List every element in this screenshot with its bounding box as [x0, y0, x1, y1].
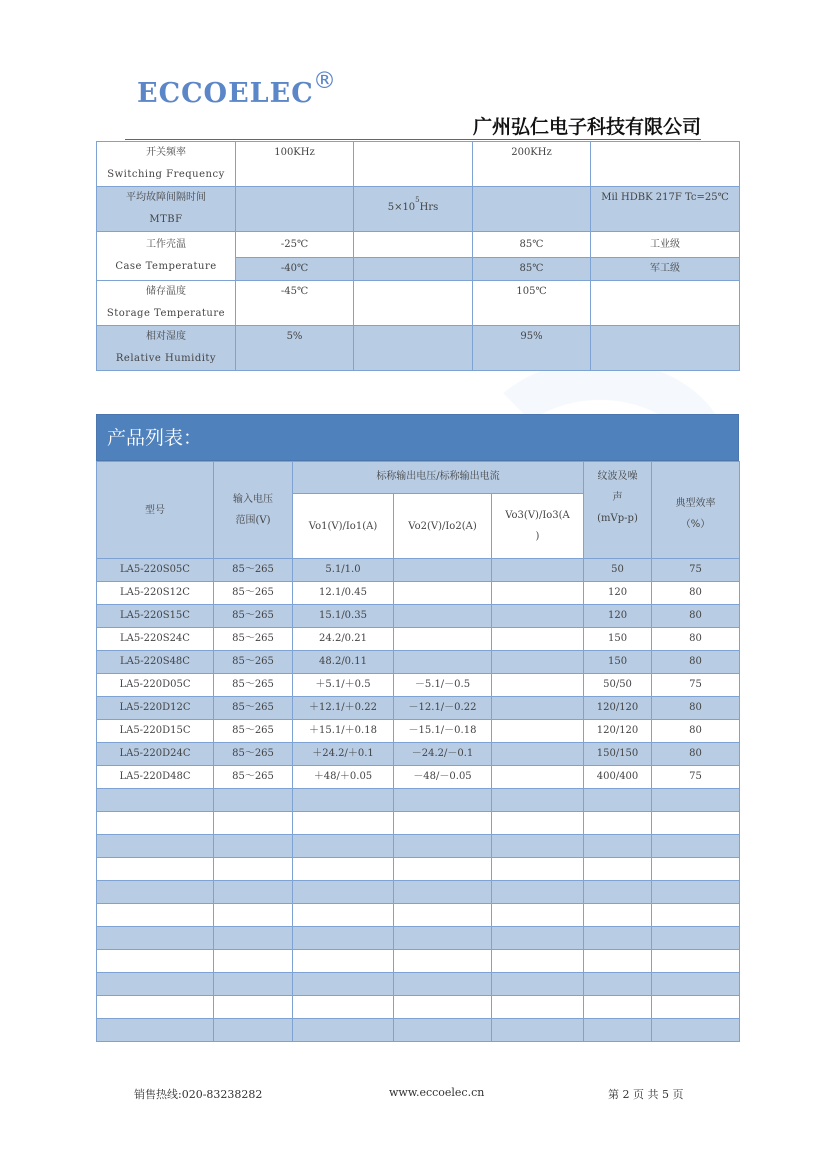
cell-input-range: 85～265: [214, 720, 293, 743]
spec-table: [96, 141, 740, 371]
cell-ripple: [584, 858, 652, 881]
cell-efficiency: 75: [652, 559, 740, 582]
spec-row-case-temperature: [97, 232, 740, 258]
product-row: [97, 927, 740, 950]
footer-hotline: 销售热线:020-83238282: [134, 1088, 263, 1101]
cell-vo1: [293, 973, 394, 996]
cell-model: LA5-220S05C: [97, 559, 214, 582]
cell-vo2: [394, 651, 492, 674]
cell-ripple: [584, 789, 652, 812]
header-vo2: Vo2(V)/Io2(A): [394, 494, 492, 559]
spec-min: 100KHz: [236, 142, 354, 187]
cell-vo1: [293, 789, 394, 812]
cell-ripple: 120: [584, 582, 652, 605]
cell-model: LA5-220S24C: [97, 628, 214, 651]
cell-vo3: [492, 559, 584, 582]
spec-label: 开关频率 Switching Frequency: [97, 142, 236, 187]
spec-max: 85℃: [473, 258, 591, 281]
product-row: [97, 904, 740, 927]
product-header-row: [97, 462, 740, 494]
product-row: [97, 812, 740, 835]
cell-vo2: [394, 812, 492, 835]
cell-model: [97, 1019, 214, 1042]
cell-model: LA5-220S48C: [97, 651, 214, 674]
spec-note: 工业级: [591, 232, 740, 258]
cell-vo1: ＋24.2/＋0.1: [293, 743, 394, 766]
cell-input-range: 85～265: [214, 697, 293, 720]
cell-vo2: [394, 950, 492, 973]
cell-input-range: [214, 858, 293, 881]
cell-ripple: [584, 950, 652, 973]
cell-vo1: [293, 881, 394, 904]
cell-model: [97, 996, 214, 1019]
header-input-range: 输入电压 范围(V): [214, 462, 293, 559]
cell-vo3: [492, 950, 584, 973]
cell-input-range: [214, 789, 293, 812]
cell-model: LA5-220D24C: [97, 743, 214, 766]
cell-vo1: 15.1/0.35: [293, 605, 394, 628]
spec-typ: [354, 281, 473, 326]
cell-efficiency: 80: [652, 651, 740, 674]
header-divider: [125, 139, 701, 140]
cell-efficiency: [652, 904, 740, 927]
spec-row-switching-frequency: [97, 142, 740, 187]
header-vo3: Vo3(V)/Io3(A ): [492, 494, 584, 559]
cell-vo1: [293, 996, 394, 1019]
cell-input-range: [214, 927, 293, 950]
spec-min: -45℃: [236, 281, 354, 326]
cell-input-range: [214, 996, 293, 1019]
cell-input-range: 85～265: [214, 559, 293, 582]
product-row: [97, 582, 740, 605]
cell-efficiency: 80: [652, 582, 740, 605]
spec-min: -40℃: [236, 258, 354, 281]
registered-mark: ®: [313, 68, 336, 94]
cell-vo2: [394, 582, 492, 605]
cell-vo2: －24.2/－0.1: [394, 743, 492, 766]
cell-ripple: [584, 996, 652, 1019]
spec-min: 5%: [236, 326, 354, 371]
cell-efficiency: [652, 973, 740, 996]
cell-vo2: [394, 881, 492, 904]
cell-ripple: [584, 927, 652, 950]
header-model: 型号: [97, 462, 214, 559]
cell-input-range: [214, 835, 293, 858]
cell-efficiency: [652, 881, 740, 904]
cell-efficiency: [652, 858, 740, 881]
cell-ripple: [584, 812, 652, 835]
cell-vo2: [394, 904, 492, 927]
product-table: [96, 461, 740, 1042]
cell-ripple: 50/50: [584, 674, 652, 697]
cell-model: LA5-220S12C: [97, 582, 214, 605]
spec-label: 工作壳温 Case Temperature: [97, 232, 236, 281]
spec-row-storage-temperature: [97, 281, 740, 326]
cell-ripple: 120: [584, 605, 652, 628]
cell-vo3: [492, 766, 584, 789]
spec-typ: [354, 142, 473, 187]
cell-model: LA5-220D15C: [97, 720, 214, 743]
product-row: [97, 789, 740, 812]
cell-vo3: [492, 812, 584, 835]
cell-efficiency: 75: [652, 766, 740, 789]
cell-vo3: [492, 904, 584, 927]
cell-vo1: 5.1/1.0: [293, 559, 394, 582]
product-row: [97, 743, 740, 766]
cell-vo2: [394, 789, 492, 812]
spec-typ: $5\times 10^5Hrs$: [354, 187, 473, 232]
cell-model: LA5-220D12C: [97, 697, 214, 720]
product-row: [97, 835, 740, 858]
cell-vo1: ＋5.1/＋0.5: [293, 674, 394, 697]
product-row: [97, 996, 740, 1019]
cell-vo2: [394, 858, 492, 881]
mtbf-exponent: 5: [415, 196, 420, 204]
cell-vo1: [293, 904, 394, 927]
cell-vo2: －5.1/－0.5: [394, 674, 492, 697]
cell-vo1: ＋48/＋0.05: [293, 766, 394, 789]
cell-input-range: 85～265: [214, 628, 293, 651]
cell-efficiency: [652, 1019, 740, 1042]
cell-vo3: [492, 1019, 584, 1042]
cell-input-range: [214, 1019, 293, 1042]
header-ripple: 纹波及噪 声 (mVp-p): [584, 462, 652, 559]
spec-note: [591, 142, 740, 187]
cell-model: LA5-220S15C: [97, 605, 214, 628]
product-row: [97, 559, 740, 582]
spec-typ: [354, 258, 473, 281]
cell-ripple: 150: [584, 628, 652, 651]
spec-label: 相对湿度 Relative Humidity: [97, 326, 236, 371]
product-row: [97, 697, 740, 720]
product-row: [97, 605, 740, 628]
product-row: [97, 628, 740, 651]
cell-vo3: [492, 881, 584, 904]
cell-vo1: [293, 812, 394, 835]
cell-vo3: [492, 743, 584, 766]
cell-vo1: 48.2/0.11: [293, 651, 394, 674]
footer-page-number: 第 2 页 共 5 页: [608, 1088, 684, 1101]
cell-vo1: ＋12.1/＋0.22: [293, 697, 394, 720]
spec-note: [591, 326, 740, 371]
cell-vo1: [293, 927, 394, 950]
product-rows: [97, 559, 740, 1042]
cell-vo3: [492, 651, 584, 674]
cell-model: [97, 904, 214, 927]
cell-efficiency: [652, 812, 740, 835]
cell-ripple: [584, 1019, 652, 1042]
cell-ripple: [584, 835, 652, 858]
cell-vo2: [394, 973, 492, 996]
cell-input-range: 85～265: [214, 582, 293, 605]
cell-vo3: [492, 973, 584, 996]
cell-model: [97, 858, 214, 881]
cell-efficiency: [652, 835, 740, 858]
cell-input-range: 85～265: [214, 605, 293, 628]
product-row: [97, 950, 740, 973]
cell-vo3: [492, 605, 584, 628]
cell-model: LA5-220D05C: [97, 674, 214, 697]
spec-label: 平均故障间隔时间 MTBF: [97, 187, 236, 232]
cell-vo2: [394, 628, 492, 651]
spec-typ: [354, 326, 473, 371]
cell-efficiency: 80: [652, 697, 740, 720]
spec-row-relative-humidity: [97, 326, 740, 371]
spec-max: 95%: [473, 326, 591, 371]
cell-input-range: [214, 812, 293, 835]
spec-min: [236, 187, 354, 232]
cell-vo2: －12.1/－0.22: [394, 697, 492, 720]
spec-label: 储存温度 Storage Temperature: [97, 281, 236, 326]
cell-efficiency: [652, 950, 740, 973]
cell-input-range: 85～265: [214, 766, 293, 789]
cell-model: [97, 812, 214, 835]
cell-input-range: [214, 881, 293, 904]
cell-vo3: [492, 697, 584, 720]
cell-vo2: [394, 835, 492, 858]
footer-website[interactable]: www.eccoelec.cn: [389, 1086, 485, 1099]
cell-model: [97, 789, 214, 812]
cell-vo2: [394, 605, 492, 628]
cell-input-range: 85～265: [214, 674, 293, 697]
product-row: [97, 674, 740, 697]
product-row: [97, 858, 740, 881]
cell-vo1: [293, 1019, 394, 1042]
cell-efficiency: [652, 996, 740, 1019]
cell-vo1: [293, 858, 394, 881]
spec-note: [591, 281, 740, 326]
cell-ripple: 150: [584, 651, 652, 674]
cell-vo1: 24.2/0.21: [293, 628, 394, 651]
cell-vo3: [492, 996, 584, 1019]
cell-input-range: 85～265: [214, 743, 293, 766]
cell-vo1: [293, 835, 394, 858]
cell-input-range: [214, 973, 293, 996]
spec-note: Mil HDBK 217F Tc=25℃: [591, 187, 740, 232]
cell-vo2: [394, 927, 492, 950]
cell-vo3: [492, 720, 584, 743]
cell-vo1: 12.1/0.45: [293, 582, 394, 605]
product-row: [97, 651, 740, 674]
cell-ripple: 400/400: [584, 766, 652, 789]
cell-ripple: 120/120: [584, 720, 652, 743]
cell-efficiency: 80: [652, 720, 740, 743]
header-vo1: Vo1(V)/Io1(A): [293, 494, 394, 559]
cell-model: LA5-220D48C: [97, 766, 214, 789]
cell-efficiency: 75: [652, 674, 740, 697]
company-name: 广州弘仁电子科技有限公司: [472, 116, 701, 138]
cell-vo3: [492, 858, 584, 881]
cell-model: [97, 881, 214, 904]
cell-vo3: [492, 582, 584, 605]
cell-ripple: [584, 881, 652, 904]
spec-row-mtbf: [97, 187, 740, 232]
product-row: [97, 1019, 740, 1042]
cell-vo3: [492, 628, 584, 651]
cell-efficiency: 80: [652, 743, 740, 766]
cell-efficiency: 80: [652, 628, 740, 651]
cell-vo3: [492, 927, 584, 950]
cell-vo2: －48/－0.05: [394, 766, 492, 789]
cell-vo3: [492, 789, 584, 812]
product-row: [97, 766, 740, 789]
cell-model: [97, 835, 214, 858]
cell-ripple: 50: [584, 559, 652, 582]
cell-vo2: [394, 996, 492, 1019]
cell-vo2: [394, 1019, 492, 1042]
spec-max: 200KHz: [473, 142, 591, 187]
cell-vo2: －15.1/－0.18: [394, 720, 492, 743]
cell-model: [97, 950, 214, 973]
cell-efficiency: 80: [652, 605, 740, 628]
header-efficiency: 典型效率 （%）: [652, 462, 740, 559]
cell-vo3: [492, 835, 584, 858]
cell-ripple: 150/150: [584, 743, 652, 766]
spec-max: 105℃: [473, 281, 591, 326]
cell-vo1: ＋15.1/＋0.18: [293, 720, 394, 743]
spec-max: [473, 187, 591, 232]
cell-input-range: [214, 904, 293, 927]
header-output-group: 标称输出电压/标称输出电流: [293, 462, 584, 494]
cell-efficiency: [652, 789, 740, 812]
spec-note: 军工级: [591, 258, 740, 281]
cell-vo3: [492, 674, 584, 697]
spec-typ: [354, 232, 473, 258]
cell-model: [97, 927, 214, 950]
product-row: [97, 973, 740, 996]
cell-model: [97, 973, 214, 996]
cell-vo1: [293, 950, 394, 973]
cell-efficiency: [652, 927, 740, 950]
cell-input-range: [214, 950, 293, 973]
product-row: [97, 720, 740, 743]
spec-min: -25℃: [236, 232, 354, 258]
spec-max: 85℃: [473, 232, 591, 258]
cell-ripple: 120/120: [584, 697, 652, 720]
company-logo: ECCOELEC: [137, 78, 314, 109]
cell-ripple: [584, 973, 652, 996]
cell-ripple: [584, 904, 652, 927]
product-row: [97, 881, 740, 904]
cell-vo2: [394, 559, 492, 582]
product-list-title: 产品列表：: [96, 414, 739, 461]
cell-input-range: 85～265: [214, 651, 293, 674]
